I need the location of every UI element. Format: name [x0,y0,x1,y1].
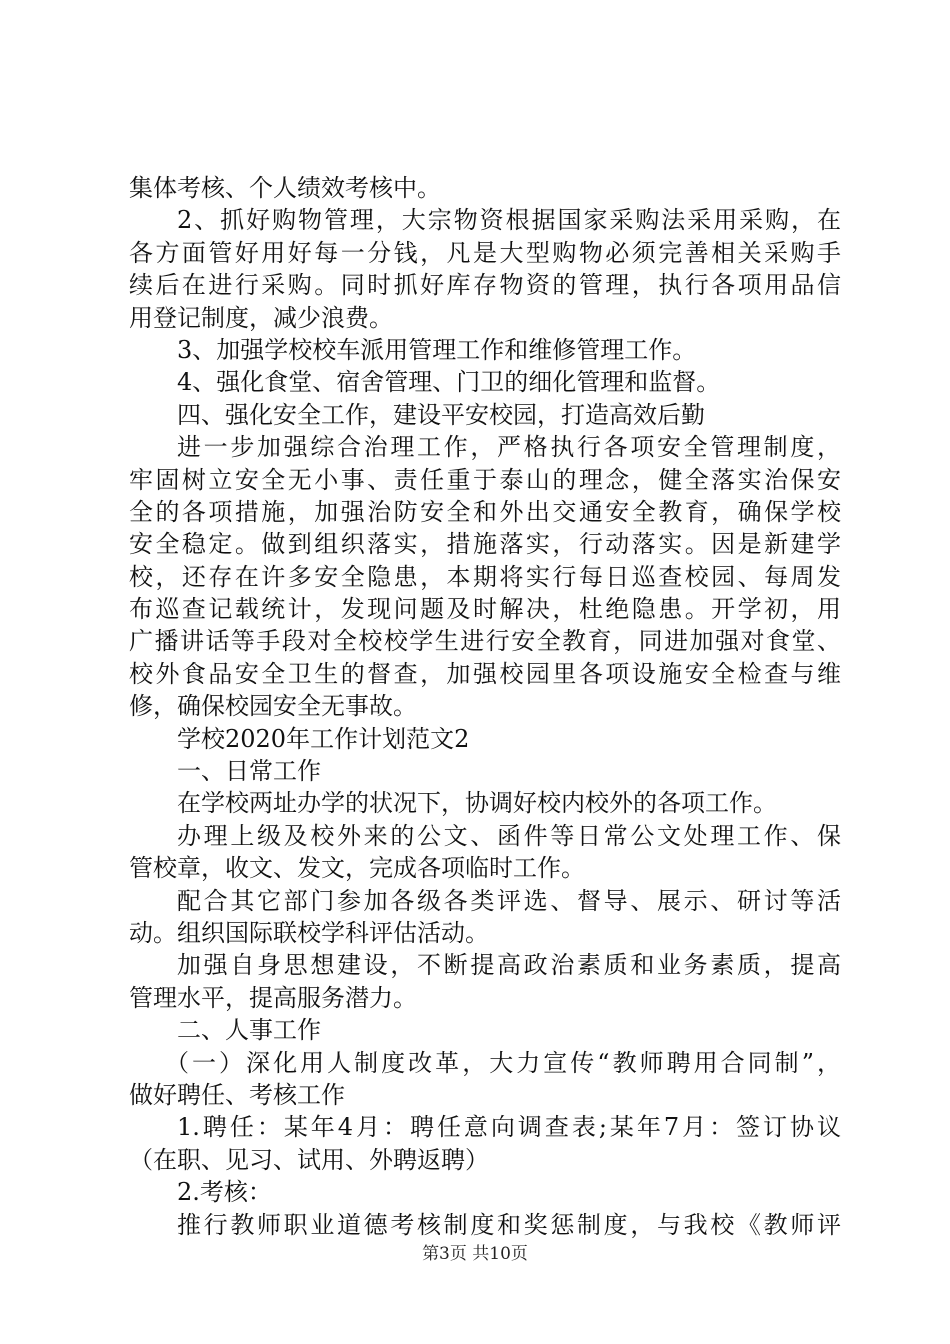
text-line: 各方面管好用好每一分钱，凡是大型购物必须完善相关采购手 [129,238,841,267]
text-line: 2.考核： [177,1178,272,1207]
text-line: 续后在进行采购。同时抓好库存物资的管理，执行各项用品信 [129,271,841,300]
text-line: 4、强化食堂、宿舍管理、门卫的细化管理和监督。 [177,368,721,397]
text-line: 办理上级及校外来的公文、函件等日常公文处理工作、保 [177,821,841,850]
text-line: 学校2020年工作计划范文2 [177,724,470,753]
text-line: 四、强化安全工作，建设平安校园，打造高效后勤 [177,400,705,429]
text-line: 校，还存在许多安全隐患，本期将实行每日巡查校园、每周发 [129,562,841,591]
text-line: 校外食品安全卫生的督查，加强校园里各项设施安全检查与维 [129,659,841,688]
text-line: 广播讲话等手段对全校校学生进行安全教育，同进加强对食堂、 [129,627,841,656]
text-line: 全的各项措施，加强治防安全和外出交通安全教育，确保学校 [129,497,841,526]
text-line: 二、人事工作 [177,1016,321,1045]
text-line: 管理水平，提高服务潜力。 [129,983,417,1012]
text-line: 集体考核、个人绩效考核中。 [129,174,441,202]
text-line: 牢固树立安全无小事、责任重于泰山的理念，健全落实治保安 [129,465,841,494]
text-line: 加强自身思想建设，不断提高政治素质和业务素质，提高 [177,951,841,980]
text-line: 2、抓好购物管理，大宗物资根据国家采购法采用采购，在 [177,206,841,235]
text-line: 3、加强学校校车派用管理工作和维修管理工作。 [177,335,697,364]
text-line: 1.聘任：某年4月：聘任意向调查表;某年7月：签订协议 [177,1113,841,1142]
text-line: 一、日常工作 [177,757,321,786]
document-body [129,172,841,1241]
text-line: 修，确保校园安全无事故。 [129,692,417,721]
text-line: 管校章，收文、发文，完成各项临时工作。 [129,854,585,883]
text-line: 用登记制度，减少浪费。 [129,303,393,332]
text-line: （一）深化用人制度改革，大力宣传“教师聘用合同制”， [165,1048,841,1077]
text-line: 做好聘任、考核工作 [129,1080,345,1109]
text-line: 进一步加强综合治理工作，严格执行各项安全管理制度， [177,433,841,462]
text-line: 安全稳定。做到组织落实，措施落实，行动落实。因是新建学 [129,530,841,559]
text-line: 布巡查记载统计，发现问题及时解决，杜绝隐患。开学初，用 [129,595,841,624]
text-line: 动。组织国际联校学科评估活动。 [129,918,489,947]
text-line: 配合其它部门参加各级各类评选、督导、展示、研讨等活 [177,886,841,915]
text-line: （在职、见习、试用、外聘返聘） [129,1145,489,1174]
text-line: 在学校两址办学的状况下，协调好校内校外的各项工作。 [177,789,777,818]
page-footer: 第3页 共10页 [422,1244,528,1264]
text-line: 推行教师职业道德考核制度和奖惩制度，与我校《教师评 [177,1210,841,1239]
